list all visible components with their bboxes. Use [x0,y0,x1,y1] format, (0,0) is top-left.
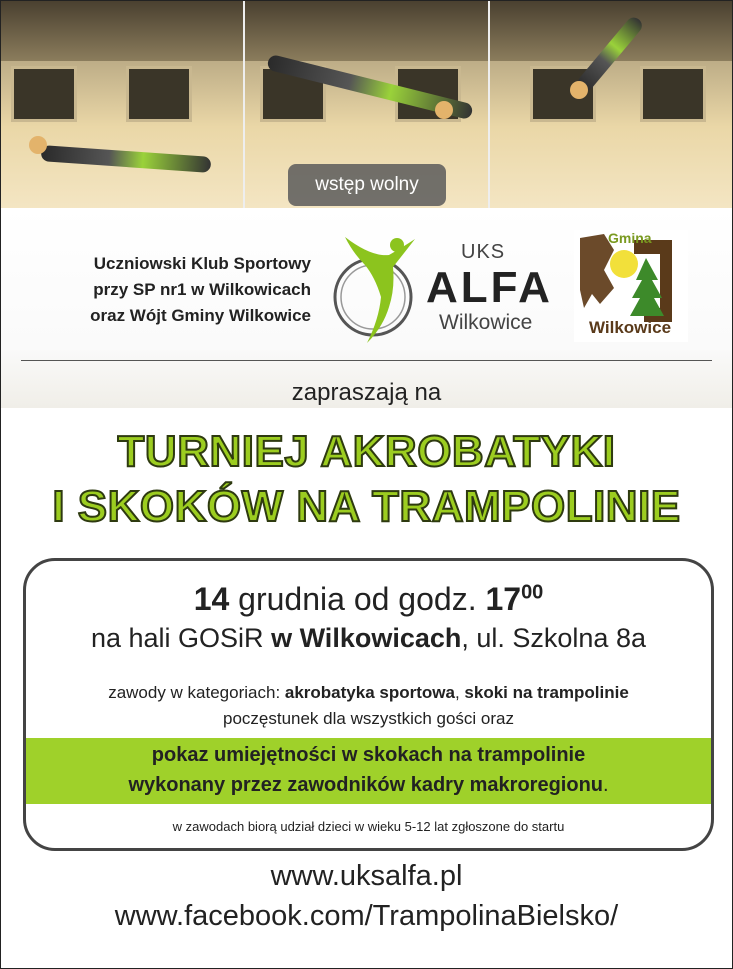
website-link[interactable]: www.uksalfa.pl [270,860,463,892]
alfa-text: ALFA [426,263,553,312]
venue-prefix: na hali GOSiR [90,623,272,653]
venue-line [26,623,711,654]
invite-text: zapraszają na [291,379,442,406]
event-title-line-1: TURNIEJ AKROBATYKI [117,427,616,476]
uks-alfa-logo [331,227,551,347]
category-separator: , [454,683,465,702]
organizer-line-3: oraz Wójt Gminy Wilkowice [90,306,311,325]
category-2: skoki na trampolinie [464,683,629,702]
show-line-2-text: wykonany przez zawodników kadry makroregionu [128,774,603,796]
uks-text: UKS [461,241,506,263]
venue-town: w Wilkowicach [271,623,462,653]
facebook-link[interactable]: www.facebook.com/TrampolinaBielsko/ [114,900,619,932]
event-date-text: grudnia od godz. [229,581,486,617]
gmina-wilkowice-logo [574,230,688,342]
treat-line: poczęstunek dla wszystkich gości oraz [222,709,515,728]
photo-athlete-1 [1,1,245,211]
age-note: w zawodach biorą udział dzieci w wieku 5-12 lat zgłoszone do startu [172,819,565,834]
date-line [26,581,711,618]
show-line-2 [26,774,711,797]
show-line-1: pokaz umiejętności w skokach na trampolinie [151,744,586,766]
alfa-place-text: Wilkowice [439,311,533,334]
organizer-line-2: przy SP nr1 w Wilkowicach [93,280,311,299]
categories-line [26,683,711,703]
event-title-line-2: I SKOKÓW NA TRAMPOLINIE [52,482,681,531]
photo-athlete-3 [490,1,732,211]
gymnast-emblem-icon [331,227,431,347]
organizer-line-1: Uczniowski Klub Sportowy [93,254,311,273]
event-minutes: 00 [521,581,544,604]
gmina-top-text: Gmina [608,230,652,246]
divider-line [21,360,712,361]
event-hour: 17 [485,581,522,617]
gmina-bottom-text: Wilkowice [589,318,672,337]
show-line-2-end: . [603,774,609,796]
event-details-box [23,558,714,851]
free-entry-badge: wstęp wolny [288,164,446,206]
organizer-text [21,251,311,329]
show-band [26,738,711,804]
categories-prefix: zawody w kategoriach: [108,683,285,702]
category-1: akrobatyka sportowa [284,683,455,702]
event-day: 14 [193,581,230,617]
venue-suffix: , ul. Szkolna 8a [461,623,646,653]
